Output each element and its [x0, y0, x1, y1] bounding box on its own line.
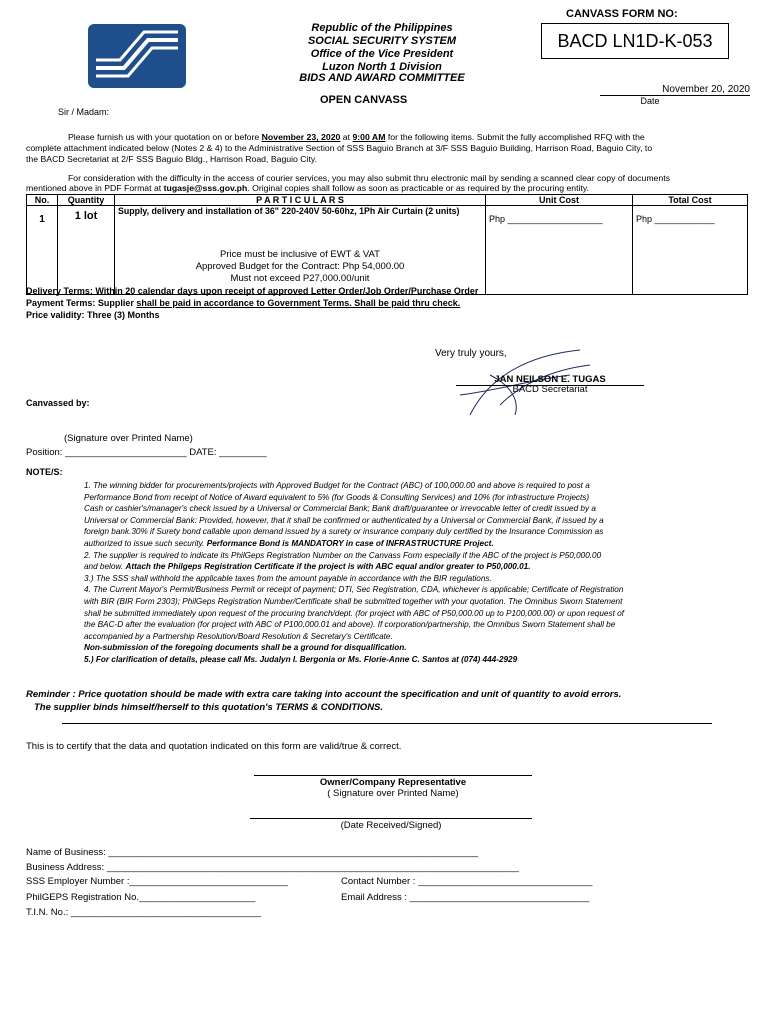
- note-line: 4. The Current Mayor's Permit/Business Permit or receipt of payment; DTI, Sec Registration, CDA, whichever is applicable; Certificate of Registration: [84, 585, 624, 595]
- date-label: Date: [640, 96, 660, 106]
- row-no: 1: [27, 206, 58, 295]
- note-line: shall be submitted immediately upon request of the procuring branch/dept. (for project with ABC of P50,000.00 up to P100,000.00) or upon request of: [84, 608, 624, 618]
- note-line: with BIR (BIR Form 2303); PhilGeps Registration Number/Certificate shall be submitted together with your quotation. The Omnibus Sworn Statement: [84, 596, 623, 606]
- notes-block: [84, 480, 724, 666]
- business-name-field[interactable]: Name of Business: ______________________________________________________________________: [26, 847, 479, 858]
- header-total-cost: Total Cost: [633, 195, 748, 206]
- email-address-field[interactable]: Email Address : __________________________________: [341, 892, 590, 903]
- signatory-title: BACD Secretariat: [512, 384, 588, 395]
- header-particulars: P A R T I C U L A R S: [115, 195, 486, 206]
- note-line: 3.) The SSS shall withhold the applicable taxes from the amount payable in accordance with the BIR regulations.: [84, 573, 492, 583]
- price-note-1: Price must be inclusive of EWT & VAT: [220, 249, 380, 260]
- note-line: Cash or cashier's/manager's check issued by a Universal or Commercial Bank; Bank draft/guarantee or irrevocable letter of credit issued by a: [84, 504, 596, 514]
- certify-statement: This is to certify that the data and quotation indicated on this form are valid/true & correct.: [26, 741, 402, 752]
- date-received-label: (Date Received/Signed): [340, 820, 442, 831]
- intro-line-3: the BACD Secretariat at 2/F SSS Baguio Bldg., Harrison Road, Baguio City.: [26, 154, 318, 164]
- price-validity: Price validity: Three (3) Months: [26, 310, 160, 320]
- divider-line: [62, 723, 712, 724]
- signatory-name: JAN NEILSON E. TUGAS: [456, 374, 644, 386]
- intro-line-2: complete attachment indicated below (Notes 2 & 4) to the Administrative Section of SSS Baguio Branch at 3/F SSS Baguio Building, Harrison Road, Baguio City, to: [26, 143, 653, 153]
- note-line: 5.) For clarification of details, please call Ms. Judalyn I. Bergonia or Ms. Florie-Anne C. Santos at (074) 444-2929: [84, 654, 518, 664]
- row-quantity: 1 lot: [58, 206, 115, 295]
- sss-employer-number-field[interactable]: SSS Employer Number :______________________________: [26, 876, 288, 887]
- signature-printed-name: (Signature over Printed Name): [64, 433, 193, 444]
- table-header-row: [27, 195, 748, 206]
- sss-logo: [88, 24, 186, 88]
- canvass-form-no-value: BACD LN1D-K-053: [541, 23, 729, 59]
- deadline-date: November 23, 2020: [261, 132, 341, 142]
- email-link: tugasje@sss.gov.ph: [163, 183, 248, 193]
- header-unit-cost: Unit Cost: [486, 195, 633, 206]
- position-date-line: Position: _______________________ DATE: _________: [26, 447, 267, 458]
- row-unit-cost: Php ___________________: [486, 206, 633, 295]
- open-canvass-title: OPEN CANVASS: [320, 94, 408, 106]
- note-line: Performance Bond from receipt of Notice of Award equivalent to 5% (for Goods & Consulting Services) and 10% (for infrastructure Projects): [84, 492, 590, 502]
- note-line: authorized to issue such security. Performance Bond is MANDATORY in case of INFRASTRUCTURE Project.: [84, 538, 494, 548]
- note-line: Universal or Commercial Bank: Provided, however, that it shall be confirmed or authenticated by a Universal or Commercial Bank, if issued by a: [84, 515, 604, 525]
- date-value: November 20, 2020: [600, 84, 750, 96]
- reminder-line-2: The supplier binds himself/herself to this quotation's TERMS & CONDITIONS.: [34, 702, 384, 713]
- note-line: and below. Attach the Philgeps Registration Certificate if the project is with ABC equal and/or greater to P50,000.01.: [84, 562, 531, 572]
- row-total-cost: Php ____________: [633, 206, 748, 295]
- philgeps-registration-field[interactable]: PhilGEPS Registration No.______________________: [26, 892, 256, 903]
- very-truly-yours: Very truly yours,: [435, 348, 507, 359]
- items-table: [26, 194, 748, 295]
- price-note-3: Must not exceed P27,000.00/unit: [230, 273, 370, 284]
- header-line1: Republic of the Philippines: [311, 22, 453, 34]
- header-line5: BIDS AND AWARD COMMITTEE: [299, 72, 465, 84]
- canvassed-by-label: Canvassed by:: [26, 398, 90, 408]
- header-quantity: Quantity: [58, 195, 115, 206]
- canvass-form-no-label: CANVASS FORM NO:: [566, 8, 678, 20]
- header-line2: SOCIAL SECURITY SYSTEM: [307, 35, 457, 47]
- row-particulars: Supply, delivery and installation of 36" 220-240V 50-60hz, 1Ph Air Curtain (2 units): [118, 206, 460, 216]
- note-line: Non-submission of the foregoing documents shall be a ground for disqualification.: [84, 643, 407, 653]
- row-particulars-cell: [115, 206, 486, 295]
- salutation: Sir / Madam:: [58, 107, 110, 117]
- reminder-line-1: Reminder : Price quotation should be made with extra care taking into account the specification and unit of quantity to avoid errors.: [26, 689, 622, 700]
- header-no: No.: [27, 195, 58, 206]
- header-line3: Office of the Vice President: [310, 48, 454, 60]
- delivery-terms: Delivery Terms: Within 20 calendar days upon receipt of approved Letter Order/Job Order/Purchase Order: [26, 286, 479, 296]
- note-line: 1. The winning bidder for procurements/projects with Approved Budget for the Contract (ABC) of 100,000.00 and above is required to post a: [84, 481, 590, 490]
- deadline-time: 9:00 AM: [352, 132, 386, 142]
- contact-number-field[interactable]: Contact Number : _________________________________: [341, 876, 593, 887]
- price-note-2: Approved Budget for the Contract: Php 54,000.00: [195, 261, 405, 272]
- payment-terms: Payment Terms: Supplier shall be paid in accordance to Government Terms. Shall be paid thru check.: [26, 298, 461, 308]
- tin-field[interactable]: T.I.N. No.: ____________________________________: [26, 907, 262, 918]
- notes-label: NOTE/S:: [26, 467, 63, 477]
- owner-signature-line: [254, 775, 532, 776]
- header-line4: Luzon North 1 Division: [322, 61, 442, 73]
- intro-line-5: mentioned above in PDF Format at tugasje@sss.gov.ph. Original copies shall follow as soon as practicable or as required by the procuring entity.: [26, 183, 589, 193]
- intro-paragraph-2: For consideration with the difficulty in the access of courier services, you may also submit thru electronic mail by sending a scanned clear copy of documents: [68, 173, 670, 183]
- owner-title: Owner/Company Representative: [319, 777, 467, 788]
- note-line: foreign bank.30% if Surety bond callable upon demand issued by a surety or insurance company duly certified by the Insurance Commission as: [84, 527, 604, 537]
- note-line: 2. The supplier is required to indicate its PhilGeps Registration Number on the Canvass Form especially if the ABC of the project is P50,000.00: [84, 550, 602, 560]
- note-line: the BAC-D after the evaluation (for project with ABC of P100,000.01 and above). If corporation/partnership, the Omnibus Sworn Statement shall be: [84, 620, 616, 630]
- date-received-line: [250, 818, 532, 819]
- owner-subtitle: ( Signature over Printed Name): [327, 788, 459, 799]
- note-line: accompanied by a Partnership Resolution/Board Resolution & Secretary's Certificate.: [84, 631, 393, 641]
- table-row: [27, 206, 748, 295]
- business-address-field[interactable]: Business Address: ______________________________________________________________________________: [26, 862, 519, 873]
- intro-paragraph-1: Please furnish us with your quotation on or before November 23, 2020 at 9:00 AM for the following items. Submit the fully accomplished RFQ with the: [68, 132, 645, 142]
